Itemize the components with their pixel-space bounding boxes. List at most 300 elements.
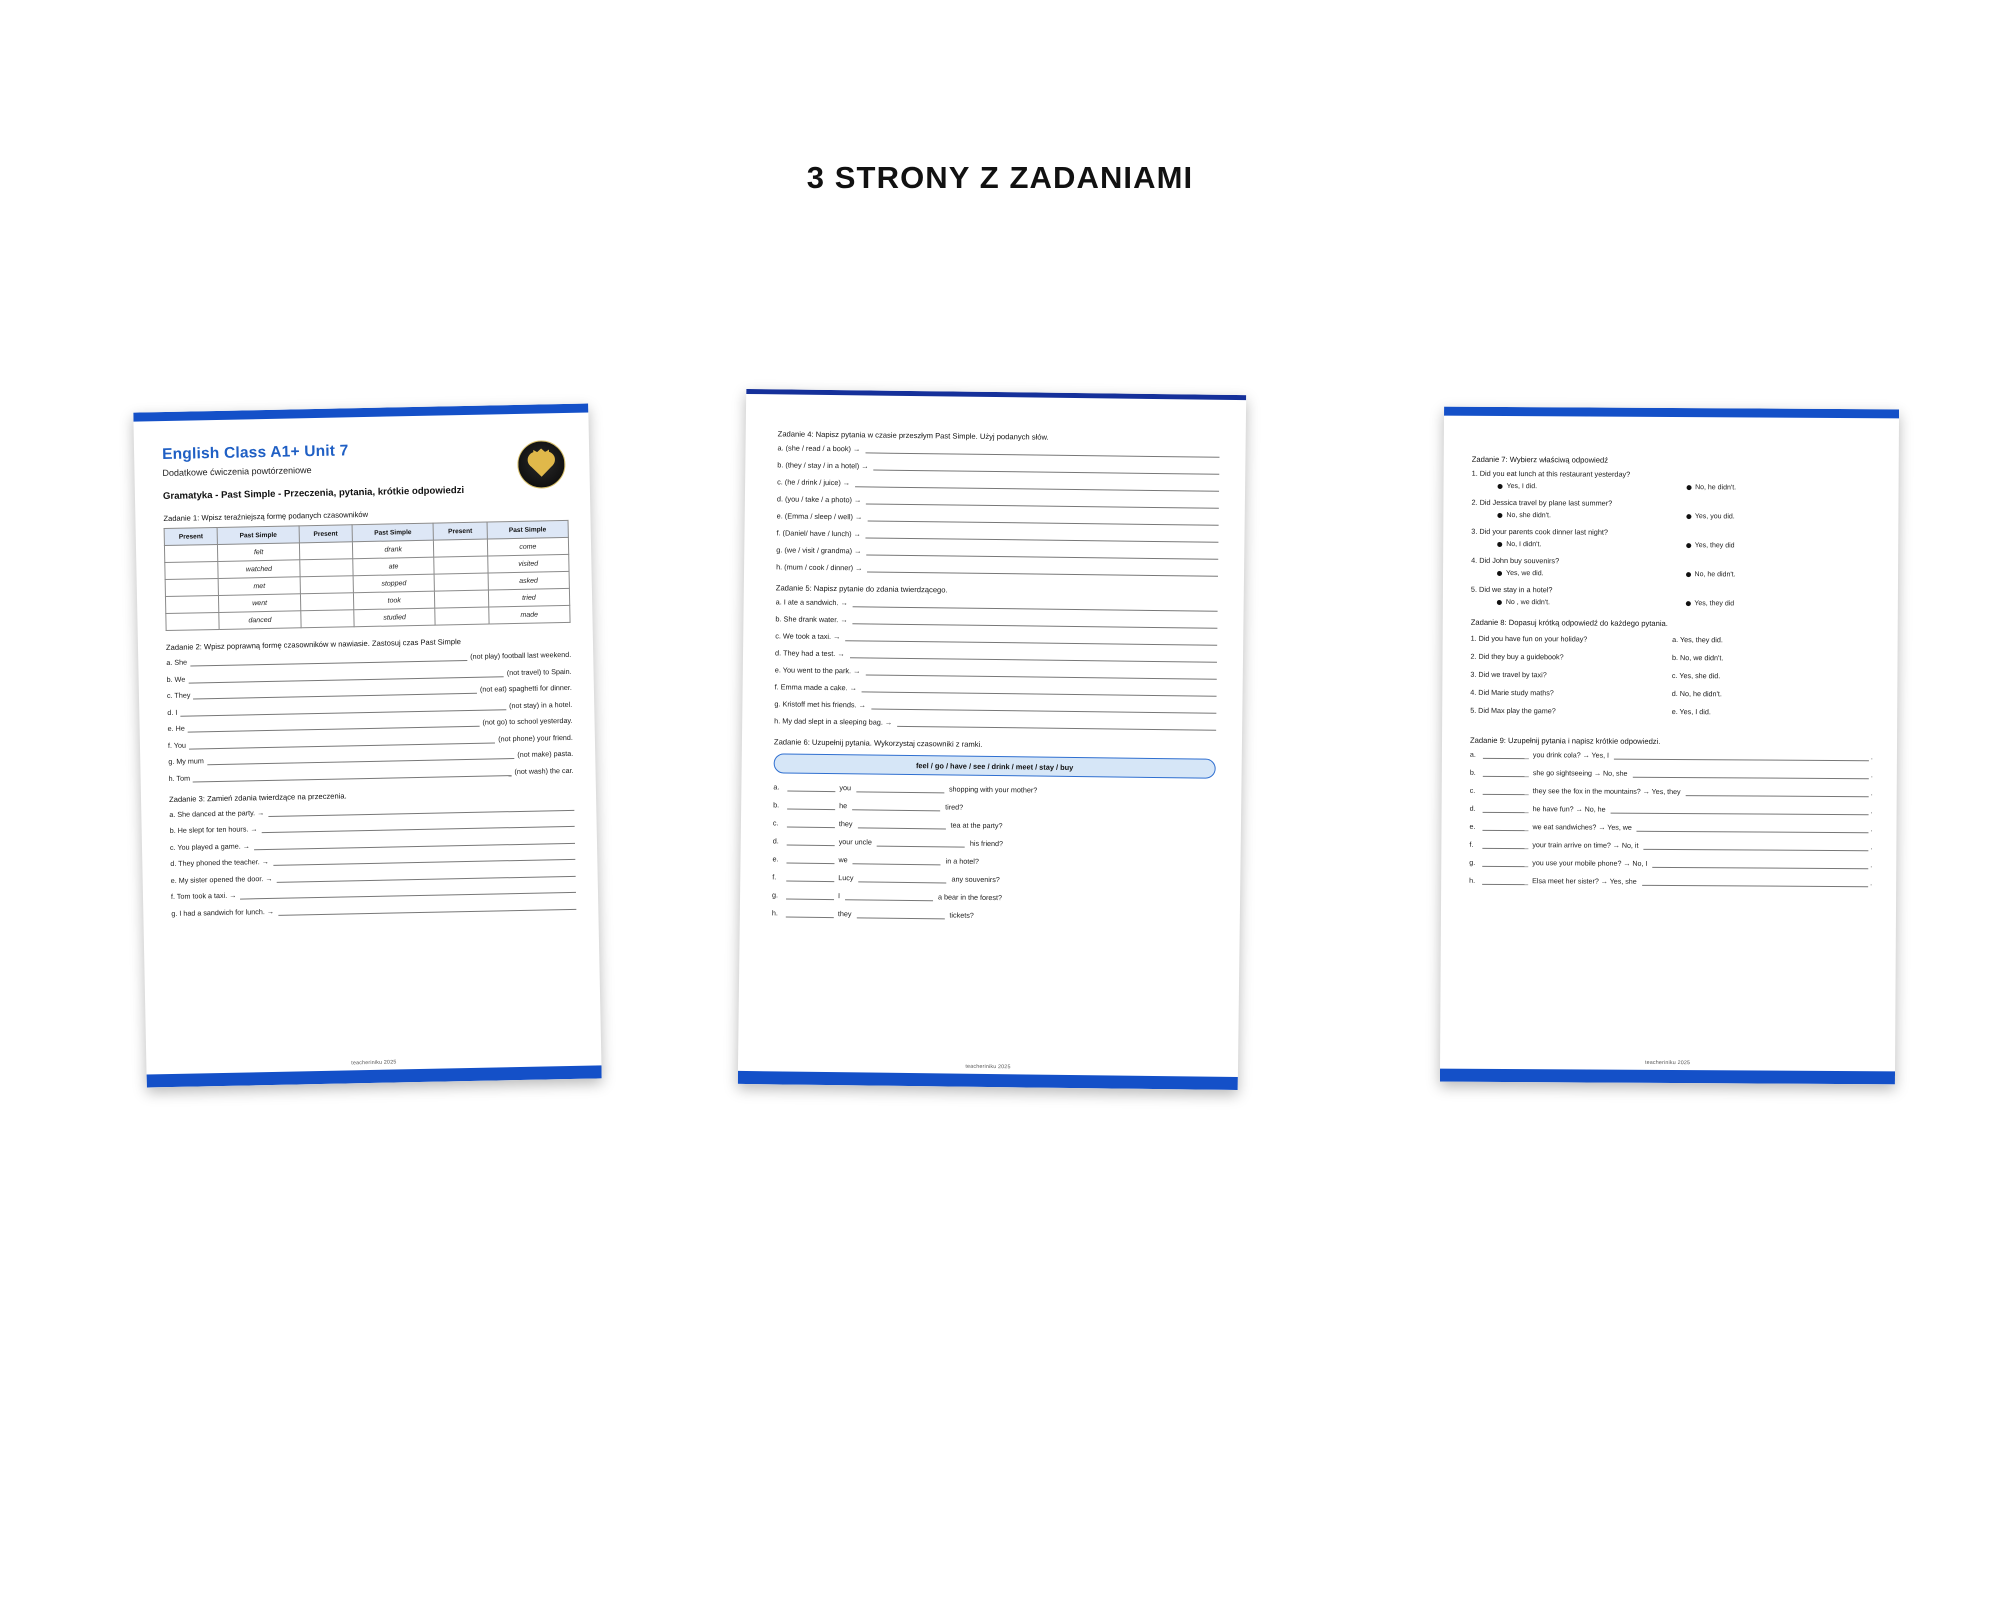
exercise-item — [777, 511, 1219, 525]
period: . — [1870, 843, 1873, 852]
answer-blank[interactable] — [858, 873, 946, 883]
answer-option[interactable] — [1497, 512, 1686, 520]
verbs-table-cell: took — [353, 591, 435, 610]
answer-blank[interactable] — [1611, 805, 1869, 816]
item-index: d. — [772, 836, 779, 846]
worksheet-page-1[interactable] — [133, 404, 601, 1088]
worksheet-page-2[interactable] — [738, 389, 1246, 1090]
verbs-table-cell: felt — [218, 543, 300, 562]
exercise-hint: (not go) to school yesterday. — [482, 715, 573, 727]
item-index: d. — [1469, 804, 1476, 813]
bullet-icon — [1497, 600, 1502, 605]
verbs-table-cell[interactable] — [434, 573, 488, 591]
exercise-prompt: she go sightseeing → No, she — [1532, 769, 1628, 778]
bullet-icon — [1498, 484, 1503, 489]
answer-blank[interactable] — [1483, 804, 1529, 813]
answer-blank[interactable] — [855, 478, 1219, 491]
answer-blank[interactable] — [188, 718, 480, 733]
match-question[interactable]: 2. Did they buy a guidebook? — [1470, 651, 1564, 662]
exercise-item — [773, 782, 1215, 796]
verbs-table-cell[interactable] — [434, 556, 488, 574]
bullet-icon — [1685, 601, 1690, 606]
exercise-item — [777, 460, 1219, 474]
verbs-table-cell: made — [488, 605, 570, 624]
page-top-bar — [133, 404, 588, 422]
bullet-icon — [1686, 485, 1691, 490]
exercise-hint: (not make) pasta. — [517, 748, 574, 759]
exercise-prompt: we eat sandwiches? → Yes, we — [1532, 823, 1632, 832]
verbs-table-cell: danced — [219, 611, 301, 630]
verbs-table-header: Present — [164, 527, 218, 545]
exercise-item — [776, 545, 1218, 559]
verbs-table-cell: visited — [487, 554, 569, 573]
bullet-icon — [1686, 514, 1691, 519]
answer-blank[interactable] — [1652, 859, 1868, 869]
exercise-subject: they — [838, 819, 853, 829]
exercise-subject: I — [838, 891, 841, 901]
item-index: a. — [1469, 750, 1476, 759]
exercise-prompt: c. They — [166, 690, 191, 701]
bullet-icon — [1686, 572, 1691, 577]
answer-options — [1497, 512, 1874, 521]
grammar-topic: Gramatyka - Past Simple - Przeczenia, pytania, krótkie odpowiedzi — [162, 485, 465, 503]
answer-blank[interactable] — [857, 819, 945, 829]
match-answer[interactable]: d. No, he didn't. — [1671, 689, 1722, 699]
word-bank: feel / go / have / see / drink / meet / stay / buy — [774, 753, 1216, 778]
answer-option-label: Yes, you did. — [1694, 513, 1735, 521]
period: . — [1870, 807, 1873, 816]
exercise-item — [1469, 822, 1872, 833]
exercise-subject: your uncle — [838, 837, 872, 847]
answer-option[interactable] — [1685, 600, 1874, 608]
exercise-subject: you — [839, 783, 852, 793]
worksheet-page-3[interactable] — [1440, 407, 1899, 1085]
answer-blank[interactable] — [1643, 841, 1868, 851]
task-5-label: Zadanie 5: Napisz pytanie do zdania twierdzącego. — [775, 583, 948, 595]
item-index: h. — [1469, 876, 1476, 885]
exercise-hint: (not stay) in a hotel. — [509, 699, 573, 710]
answer-option[interactable] — [1497, 570, 1686, 578]
exercise-item — [772, 872, 1214, 886]
item-index: f. — [772, 872, 777, 882]
exercise-prompt: a. She — [166, 657, 188, 668]
question-text: 5. Did we stay in a hotel? — [1470, 584, 1553, 595]
page-bottom-bar — [1440, 1069, 1895, 1085]
answer-blank[interactable] — [853, 598, 1218, 611]
match-question[interactable]: 4. Did Marie study maths? — [1470, 687, 1554, 698]
task-8-label: Zadanie 8: Dopasuj krótką odpowiedź do każdego pytania. — [1470, 617, 1668, 628]
page-footer: teacheriniku 2025 — [351, 1059, 397, 1067]
answer-option[interactable] — [1686, 542, 1875, 550]
answer-option-label: No, he didn't. — [1694, 571, 1736, 579]
answer-blank[interactable] — [866, 495, 1219, 508]
exercise-item — [1470, 786, 1873, 797]
answer-blank[interactable] — [276, 867, 575, 882]
exercise-prompt: g. (we / visit / grandma) → — [776, 545, 862, 556]
verbs-table-cell: drank — [352, 540, 434, 559]
task-2-label: Zadanie 2: Wpisz poprawną formę czasowników w nawiasie. Zastosuj czas Past Simple — [165, 637, 462, 653]
answer-blank[interactable] — [856, 909, 944, 919]
item-index: b. — [1469, 768, 1476, 777]
verbs-table-cell[interactable] — [164, 544, 218, 562]
answer-blank[interactable] — [1482, 822, 1528, 831]
verbs-table-cell[interactable] — [300, 593, 354, 611]
verbs-table-cell[interactable] — [435, 607, 489, 625]
exercise-prompt: they see the fox in the mountains? → Yes, they — [1532, 787, 1681, 797]
exercise-item — [1470, 750, 1873, 761]
answer-blank[interactable] — [188, 668, 504, 683]
task-6-label: Zadanie 6: Uzupełnij pytania. Wykorzystaj czasowniki z ramki. — [773, 737, 983, 749]
exercise-item — [772, 890, 1214, 904]
verbs-table-cell[interactable] — [434, 539, 488, 557]
exercise-item — [777, 494, 1219, 508]
verbs-table-cell[interactable] — [165, 561, 219, 579]
match-question[interactable]: 5. Did Max play the game? — [1470, 705, 1556, 716]
exercise-tail: any souvenirs? — [951, 874, 1000, 885]
exercise-prompt: Elsa meet her sister? → Yes, she — [1532, 877, 1637, 886]
answer-option-label: Yes, they did — [1694, 542, 1735, 550]
exercise-prompt: h. Tom — [168, 773, 191, 783]
exercise-prompt: g. Kristoff met his friends. → — [774, 699, 866, 710]
exercise-item — [170, 818, 575, 835]
answer-blank[interactable] — [193, 685, 477, 700]
verbs-table-cell[interactable] — [165, 595, 219, 613]
answer-blank[interactable] — [1483, 786, 1529, 795]
task-3-label: Zadanie 3: Zamień zdania twierdzące na przeczenia. — [168, 790, 347, 804]
answer-blank[interactable] — [278, 900, 576, 915]
exercise-prompt: a. She danced at the party. → — [169, 807, 265, 819]
answer-blank[interactable] — [787, 801, 835, 811]
exercise-item — [777, 443, 1219, 457]
exercise-item — [169, 765, 574, 782]
exercise-item — [169, 801, 574, 818]
exercise-item — [171, 884, 576, 901]
verbs-table-cell: watched — [218, 560, 300, 579]
exercise-hint: (not wash) the car. — [514, 765, 574, 776]
item-index: e. — [1469, 822, 1476, 831]
exercise-prompt: c. (he / drink / juice) → — [777, 477, 851, 488]
exercise-item — [775, 665, 1217, 679]
exercise-prompt: you drink cola? → Yes, I — [1532, 751, 1610, 760]
answer-blank[interactable] — [787, 819, 835, 829]
bullet-icon — [1497, 542, 1502, 547]
answer-blank[interactable] — [786, 872, 834, 882]
verbs-table-cell[interactable] — [435, 590, 489, 608]
page-title: 3 STRONY Z ZADANIAMI — [806, 160, 1194, 195]
exercise-prompt: d. They had a test. → — [774, 648, 845, 659]
answer-option-label: Yes, they did — [1694, 600, 1735, 608]
answer-blank[interactable] — [787, 837, 835, 847]
match-question[interactable]: 3. Did we travel by taxi? — [1470, 669, 1547, 680]
exercise-prompt: b. She drank water. → — [775, 614, 848, 625]
task-4-label: Zadanie 4: Napisz pytania w czasie przeszłym Past Simple. Użyj podanych słów. — [777, 429, 1049, 442]
exercise-prompt: a. (she / read / a book) → — [777, 443, 861, 454]
exercise-subject: he — [839, 801, 848, 811]
answer-blank[interactable] — [853, 855, 941, 865]
answer-blank[interactable] — [786, 890, 834, 900]
page-top-bar — [1444, 407, 1899, 419]
exercise-item — [773, 836, 1215, 850]
exercise-prompt: e. He — [167, 723, 185, 734]
answer-blank[interactable] — [189, 734, 495, 749]
exercise-prompt: he have fun? → No, he — [1532, 805, 1606, 814]
exercise-item — [774, 699, 1216, 713]
answer-blank[interactable] — [180, 701, 506, 717]
exercise-item — [167, 699, 572, 716]
exercise-item — [1470, 804, 1873, 815]
page-top-bar — [746, 389, 1246, 400]
verbs-table-cell[interactable] — [299, 542, 353, 560]
exercise-prompt: c. We took a taxi. → — [775, 631, 841, 642]
answer-blank[interactable] — [866, 546, 1218, 559]
exercise-prompt: e. My sister opened the door. → — [170, 873, 273, 885]
verbs-table-header: Present — [299, 525, 353, 543]
answer-blank[interactable] — [1632, 769, 1868, 779]
verbs-table-cell[interactable] — [299, 559, 353, 577]
bullet-icon — [1497, 513, 1502, 518]
question-text: 2. Did Jessica travel by plane last summer? — [1471, 497, 1613, 508]
exercise-prompt: f. Tom took a taxi. → — [170, 890, 237, 901]
answer-blank[interactable] — [190, 652, 467, 667]
exercise-item — [774, 716, 1216, 730]
verbs-table-cell[interactable] — [165, 578, 219, 596]
exercise-prompt: f. (Daniel/ have / lunch) → — [776, 528, 861, 539]
exercise-prompt: e. (Emma / sleep / well) → — [776, 511, 863, 522]
item-index: c. — [772, 818, 779, 828]
verbs-table-cell: met — [218, 577, 300, 596]
exercise-item — [1469, 876, 1872, 887]
page-bottom-bar — [738, 1071, 1238, 1090]
answer-blank[interactable] — [871, 701, 1217, 714]
exercise-prompt: b. We — [166, 674, 186, 684]
verbs-table-cell: stopped — [353, 574, 435, 593]
exercise-prompt: b. He slept for ten hours. → — [169, 824, 258, 835]
period: . — [1870, 879, 1873, 888]
answer-blank[interactable] — [254, 834, 575, 849]
item-index: e. — [772, 854, 779, 864]
answer-blank[interactable] — [850, 649, 1217, 662]
match-question[interactable]: 1. Did you have fun on your holiday? — [1470, 633, 1588, 644]
exercise-prompt: you use your mobile phone? → No, I — [1532, 859, 1648, 868]
verbs-table — [164, 520, 571, 631]
item-index: a. — [773, 782, 780, 792]
exercise-item — [167, 683, 572, 700]
exercise-hint: (not play) football last weekend. — [470, 649, 572, 661]
exercise-prompt: your train arrive on time? → No, it — [1532, 841, 1639, 850]
answer-blank[interactable] — [862, 683, 1217, 696]
exercise-item — [170, 834, 575, 851]
exercise-tail: tired? — [945, 802, 964, 812]
verbs-table-header: Past Simple — [487, 520, 569, 539]
worksheet-title: English Class A1+ Unit 7 — [161, 442, 349, 464]
exercise-item — [772, 908, 1214, 922]
exercise-prompt: h. My dad slept in a sleeping bag. → — [774, 716, 893, 727]
answer-options — [1498, 483, 1875, 492]
exercise-item — [775, 682, 1217, 696]
exercise-subject: Lucy — [838, 873, 854, 883]
exercise-prompt: f. Emma made a cake. → — [774, 682, 858, 693]
period: . — [1870, 825, 1873, 834]
item-index: h. — [771, 908, 778, 918]
answer-blank[interactable] — [1482, 876, 1528, 885]
exercise-item — [166, 650, 571, 667]
answer-option[interactable] — [1497, 541, 1686, 549]
exercise-tail: a bear in the forest? — [938, 892, 1003, 903]
worksheet-subtitle: Dodatkowe ćwiczenia powtórzeniowe — [162, 465, 312, 479]
item-index: g. — [772, 890, 779, 900]
answer-blank[interactable] — [852, 801, 940, 811]
verbs-table-cell[interactable] — [166, 612, 220, 630]
verbs-table-cell: tried — [488, 588, 570, 607]
item-index: c. — [1469, 786, 1476, 795]
exercise-prompt: e. You went to the park. → — [774, 665, 861, 676]
page-footer: teacheriniku 2025 — [1644, 1059, 1691, 1067]
exercise-item — [168, 749, 573, 766]
exercise-prompt: g. My mum — [168, 756, 204, 767]
answer-blank[interactable] — [1614, 751, 1869, 762]
answer-option[interactable] — [1497, 599, 1686, 607]
answer-option-label: Yes, we did. — [1506, 569, 1544, 578]
period: . — [1870, 771, 1873, 780]
verbs-table-cell[interactable] — [300, 576, 354, 594]
exercise-item — [773, 818, 1215, 832]
answer-blank[interactable] — [845, 632, 1217, 646]
match-answer[interactable]: c. Yes, she did. — [1671, 671, 1721, 681]
period: . — [1870, 789, 1873, 798]
exercise-item — [1469, 840, 1872, 851]
exercise-prompt: c. You played a game. → — [169, 840, 250, 852]
verbs-table-cell: asked — [488, 571, 570, 590]
page-footer: teacheriniku 2025 — [965, 1063, 1011, 1071]
answer-blank[interactable] — [1686, 787, 1869, 797]
answer-blank[interactable] — [786, 908, 834, 918]
exercise-hint: (not eat) spaghetti for dinner. — [479, 682, 572, 694]
exercise-item — [775, 614, 1217, 628]
answer-blank[interactable] — [1642, 877, 1869, 887]
exercise-tail: his friend? — [969, 838, 1004, 849]
item-index: b. — [773, 800, 780, 810]
answer-blank[interactable] — [867, 512, 1219, 525]
answer-blank[interactable] — [853, 615, 1218, 628]
answer-blank[interactable] — [261, 818, 574, 833]
verbs-table-cell[interactable] — [300, 610, 354, 628]
answer-blank[interactable] — [874, 462, 1220, 475]
verbs-table-header: Past Simple — [217, 526, 299, 545]
answer-blank[interactable] — [193, 767, 512, 782]
exercise-prompt: a. I ate a sandwich. → — [775, 597, 848, 608]
exercise-prompt: h. (mum / cook / dinner) → — [776, 562, 863, 573]
exercise-item — [170, 851, 575, 868]
answer-option[interactable] — [1498, 483, 1687, 491]
exercise-prompt: b. (they / stay / in a hotel) → — [777, 460, 869, 471]
exercise-item — [168, 716, 573, 733]
period: . — [1870, 753, 1873, 762]
answer-blank[interactable] — [845, 891, 933, 901]
answer-blank[interactable] — [865, 444, 1219, 457]
answer-blank[interactable] — [240, 884, 576, 900]
exercise-item — [772, 854, 1214, 868]
match-answer[interactable]: a. Yes, they did. — [1672, 635, 1723, 645]
answer-options — [1497, 541, 1874, 550]
exercise-hint: (not travel) to Spain. — [506, 666, 572, 677]
answer-blank[interactable] — [1482, 840, 1528, 849]
answer-blank[interactable] — [786, 854, 834, 864]
answer-blank[interactable] — [865, 666, 1216, 679]
answer-blank[interactable] — [207, 750, 515, 765]
answer-blank[interactable] — [1483, 750, 1529, 759]
exercise-prompt: d. (you / take / a photo) → — [776, 494, 862, 505]
answer-blank[interactable] — [867, 563, 1218, 576]
verbs-table-cell: come — [487, 537, 569, 556]
answer-blank[interactable] — [273, 851, 576, 866]
exercise-subject: we — [838, 855, 848, 865]
verbs-table-cell: studied — [354, 608, 436, 627]
answer-blank[interactable] — [268, 801, 574, 816]
exercise-item — [171, 900, 576, 917]
exercise-item — [776, 562, 1218, 576]
match-questions-column — [1470, 634, 1672, 725]
task-9-label: Zadanie 9: Uzupełnij pytania i napisz krótkie odpowiedzi. — [1470, 735, 1661, 746]
answer-blank[interactable] — [1637, 823, 1869, 833]
answer-blank[interactable] — [856, 783, 944, 793]
exercise-prompt: d. They phoned the teacher. → — [170, 857, 269, 868]
answer-option-label: No , we didn't. — [1505, 598, 1551, 607]
answer-option[interactable] — [1686, 513, 1875, 521]
answer-options — [1497, 599, 1874, 608]
exercise-item — [168, 732, 573, 749]
exercise-tail: shopping with your mother? — [948, 784, 1038, 795]
answer-option[interactable] — [1686, 571, 1875, 579]
bullet-icon — [1497, 571, 1502, 576]
match-answer[interactable]: e. Yes, I did. — [1671, 707, 1711, 717]
answer-option[interactable] — [1686, 484, 1875, 492]
exercise-item — [773, 800, 1215, 814]
period: . — [1870, 861, 1873, 870]
exercise-subject: they — [837, 909, 852, 919]
answer-blank[interactable] — [877, 838, 965, 848]
exercise-item — [775, 631, 1217, 645]
answer-blank[interactable] — [897, 718, 1216, 731]
item-index: f. — [1469, 840, 1474, 849]
answer-blank[interactable] — [787, 783, 835, 793]
exercise-prompt: d. I — [167, 707, 178, 717]
exercise-tail: tea at the party? — [950, 820, 1003, 831]
answer-option-label: No, she didn't. — [1506, 511, 1551, 520]
task-1-label: Zadanie 1: Wpisz teraźniejszą formę podanych czasowników — [163, 509, 369, 524]
match-answer[interactable]: b. No, we didn't. — [1672, 653, 1724, 663]
answer-option-label: No, he didn't. — [1695, 484, 1737, 492]
answer-option-label: Yes, I did. — [1506, 483, 1538, 491]
verbs-table-cell: went — [219, 594, 301, 613]
exercise-item — [167, 666, 572, 683]
exercise-prompt: f. You — [167, 740, 187, 750]
verbs-table-header: Past Simple — [352, 523, 434, 542]
item-index: g. — [1469, 858, 1476, 867]
answer-blank[interactable] — [866, 529, 1219, 542]
exercise-item — [1469, 858, 1872, 869]
verbs-table-cell: ate — [353, 557, 435, 576]
exercise-prompt: g. I had a sandwich for lunch. → — [171, 906, 275, 918]
match-answers-column — [1672, 635, 1874, 726]
exercise-tail: tickets? — [949, 910, 974, 920]
answer-options — [1497, 570, 1874, 579]
answer-blank[interactable] — [1482, 858, 1528, 867]
exercise-item — [776, 528, 1218, 542]
exercise-item — [1470, 768, 1873, 779]
question-text: 1. Did you eat lunch at this restaurant yesterday? — [1471, 468, 1631, 479]
exercise-item — [777, 477, 1219, 491]
answer-blank[interactable] — [1483, 768, 1529, 777]
